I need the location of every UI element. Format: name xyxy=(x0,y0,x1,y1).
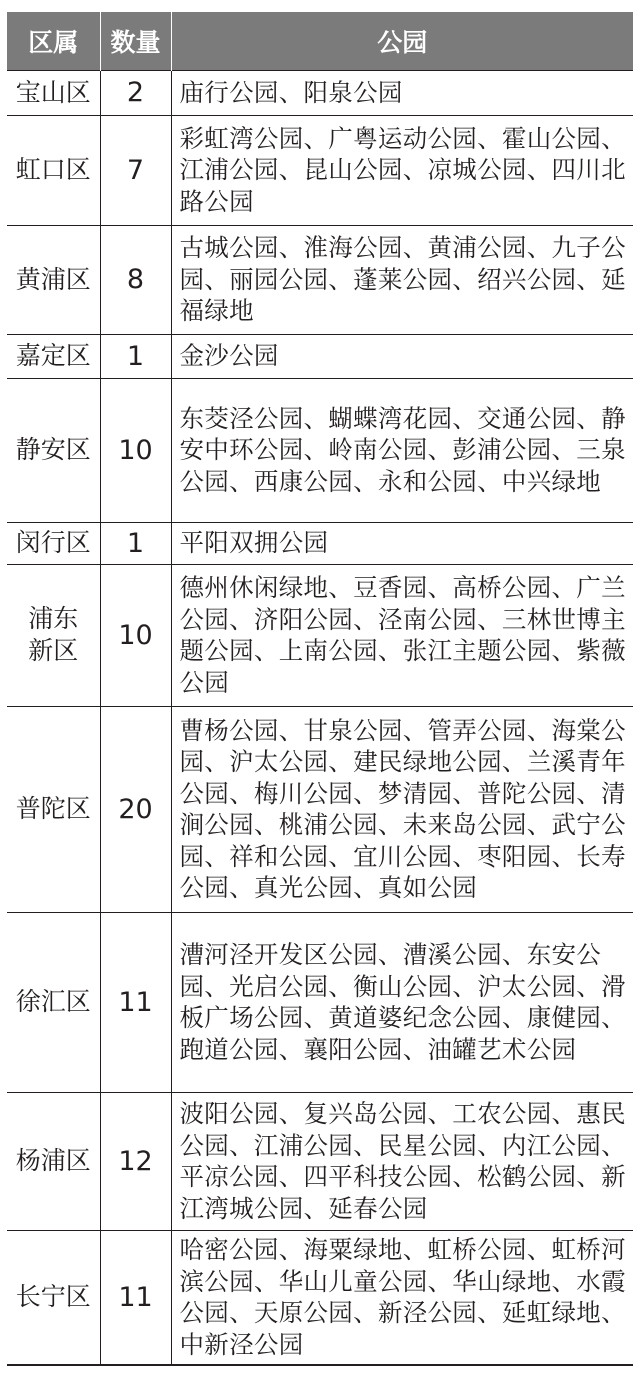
count-cell: 1 xyxy=(100,522,171,564)
count-cell: 7 xyxy=(100,115,171,225)
table-body xyxy=(7,70,633,1365)
table-row xyxy=(7,378,633,522)
count-cell: 1 xyxy=(100,334,171,378)
parks-cell: 古城公园、淮海公园、黄浦公园、九子公园、丽园公园、蓬莱公园、绍兴公园、延福绿地 xyxy=(171,225,633,334)
parks-cell: 彩虹湾公园、广粤运动公园、霍山公园、江浦公园、昆山公园、凉城公园、四川北路公园 xyxy=(171,115,633,225)
table-row xyxy=(7,115,633,225)
header-count: 数量 xyxy=(100,12,171,70)
district-cell: 闵行区 xyxy=(7,522,100,564)
count-cell: 11 xyxy=(100,1230,171,1365)
table-row xyxy=(7,522,633,564)
district-cell: 黄浦区 xyxy=(7,225,100,334)
table-row xyxy=(7,1230,633,1365)
count-cell: 12 xyxy=(100,1092,171,1230)
district-cell: 静安区 xyxy=(7,378,100,522)
table-header xyxy=(7,12,633,70)
table-row xyxy=(7,564,633,706)
table-row xyxy=(7,1092,633,1230)
parks-cell: 曹杨公园、甘泉公园、管弄公园、海棠公园、沪太公园、建民绿地公园、兰溪青年公园、梅川公园、梦清园、普陀公园、清涧公园、桃浦公园、未来岛公园、武宁公园、祥和公园、宜川公园、枣阳园、长寿公园、真光公园、真如公园 xyxy=(171,706,633,912)
district-cell: 嘉定区 xyxy=(7,334,100,378)
parks-table-container xyxy=(7,12,633,1366)
count-cell: 2 xyxy=(100,70,171,115)
parks-cell: 平阳双拥公园 xyxy=(171,522,633,564)
table-row xyxy=(7,225,633,334)
count-cell: 10 xyxy=(100,378,171,522)
district-cell xyxy=(7,564,100,706)
district-cell: 徐汇区 xyxy=(7,912,100,1092)
district-cell: 虹口区 xyxy=(7,115,100,225)
parks-cell: 波阳公园、复兴岛公园、工农公园、惠民公园、江浦公园、民星公园、内江公园、平凉公园、四平科技公园、松鹤公园、新江湾城公园、延春公园 xyxy=(171,1092,633,1230)
parks-cell: 漕河泾开发区公园、漕溪公园、东安公园、光启公园、衡山公园、沪太公园、滑板广场公园、黄道婆纪念公园、康健园、跑道公园、襄阳公园、油罐艺术公园 xyxy=(171,912,633,1092)
district-cell: 普陀区 xyxy=(7,706,100,912)
parks-cell: 庙行公园、阳泉公园 xyxy=(171,70,633,115)
parks-cell: 德州休闲绿地、豆香园、高桥公园、广兰公园、济阳公园、泾南公园、三林世博主题公园、上南公园、张江主题公园、紫薇公园 xyxy=(171,564,633,706)
parks-cell: 金沙公园 xyxy=(171,334,633,378)
parks-cell: 哈密公园、海粟绿地、虹桥公园、虹桥河滨公园、华山儿童公园、华山绿地、水霞公园、天原公园、新泾公园、延虹绿地、中新泾公园 xyxy=(171,1230,633,1365)
table-row xyxy=(7,706,633,912)
count-cell: 20 xyxy=(100,706,171,912)
count-cell: 8 xyxy=(100,225,171,334)
district-cell: 杨浦区 xyxy=(7,1092,100,1230)
header-row xyxy=(7,12,633,70)
count-cell: 11 xyxy=(100,912,171,1092)
table-row xyxy=(7,912,633,1092)
parks-cell: 东茭泾公园、蝴蝶湾花园、交通公园、静安中环公园、岭南公园、彭浦公园、三泉公园、西康公园、永和公园、中兴绿地 xyxy=(171,378,633,522)
count-cell: 10 xyxy=(100,564,171,706)
table-row xyxy=(7,70,633,115)
table-row xyxy=(7,334,633,378)
district-cell: 长宁区 xyxy=(7,1230,100,1365)
district-label: 浦东新区 xyxy=(28,604,79,665)
parks-table xyxy=(7,12,633,1366)
district-cell: 宝山区 xyxy=(7,70,100,115)
header-district: 区属 xyxy=(28,27,79,57)
header-parks: 公园 xyxy=(171,12,633,70)
